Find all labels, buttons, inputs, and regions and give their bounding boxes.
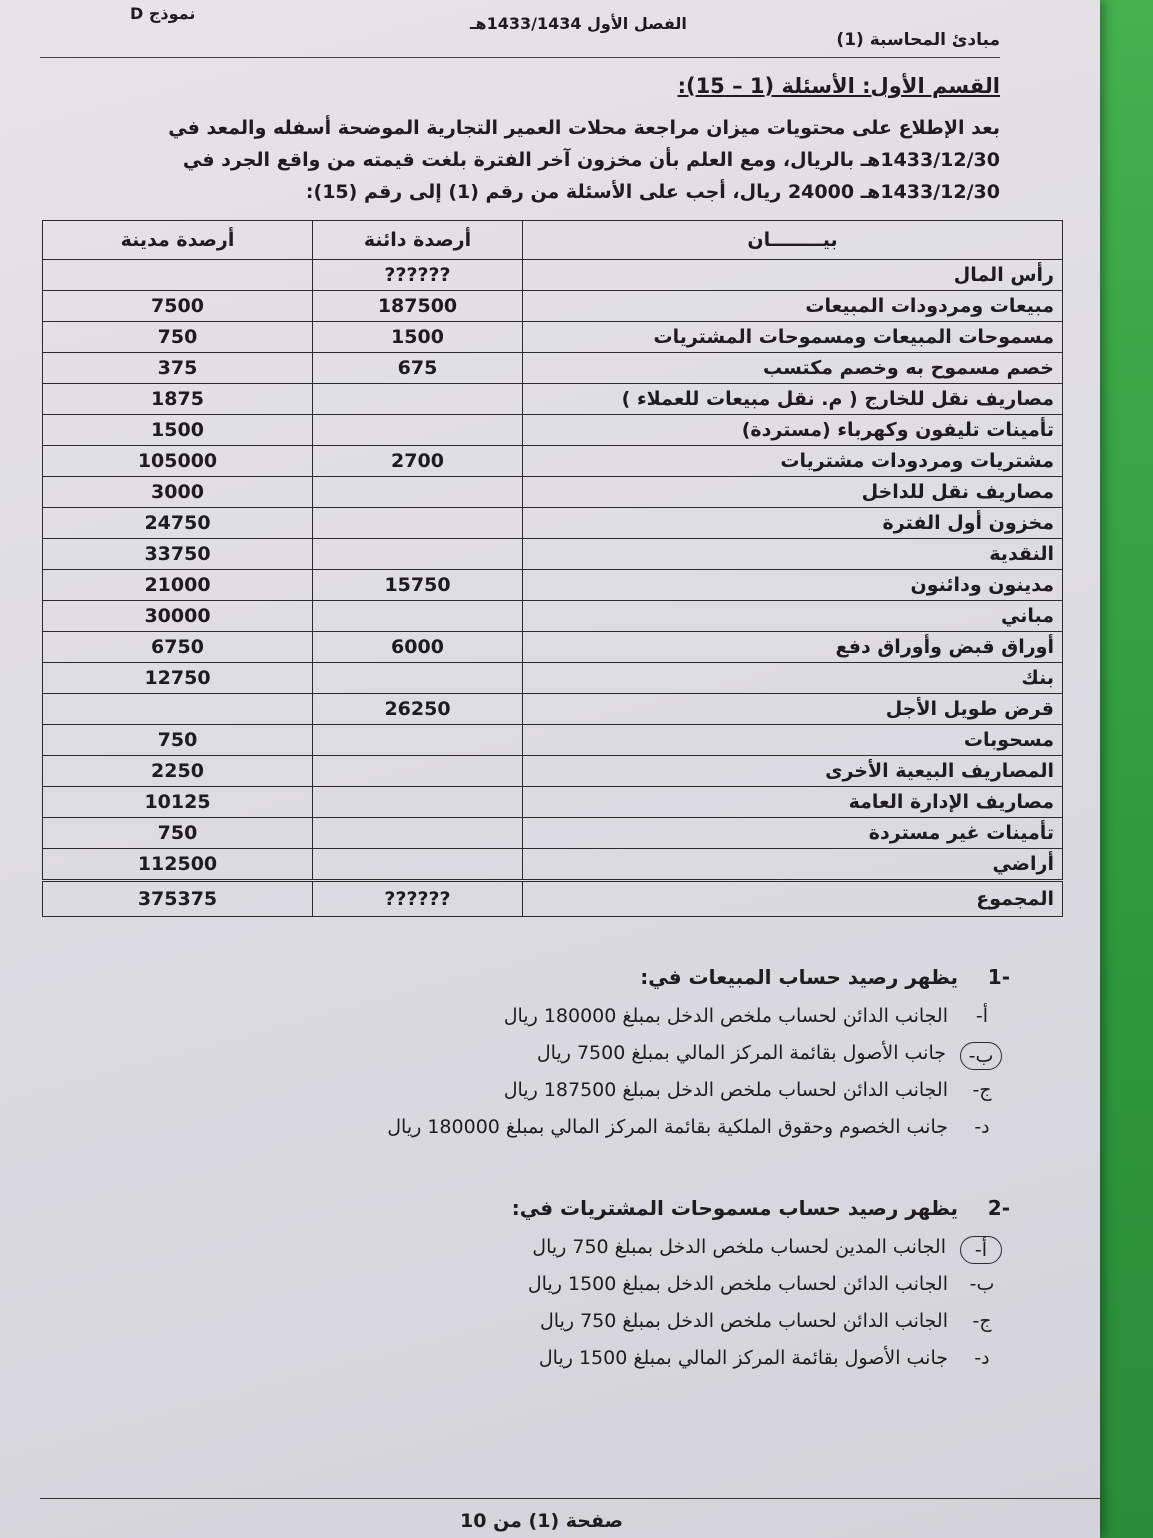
question-stem <box>110 965 1010 1005</box>
table-row <box>43 353 1063 384</box>
table-row <box>43 322 1063 353</box>
row-debit: 2250 <box>43 756 313 787</box>
header-credit: أرصدة دائنة <box>313 221 523 260</box>
option-text: جانب الأصول بقائمة المركز المالي بمبلغ 7500 ريال <box>536 1042 946 1064</box>
table-row <box>43 477 1063 508</box>
option-letter: د- <box>974 1116 990 1138</box>
intro-paragraph <box>100 112 1000 208</box>
row-credit: 26250 <box>313 694 523 725</box>
row-description: مبيعات ومردودات المبيعات <box>523 291 1063 322</box>
table-row <box>43 632 1063 663</box>
total-credit: ?????? <box>313 881 523 917</box>
row-debit: 21000 <box>43 570 313 601</box>
row-debit <box>43 694 313 725</box>
total-label: المجموع <box>523 881 1063 917</box>
intro-line: 1433/12/30هـ 24000 ريال، أجب على الأسئلة من رقم (1) إلى رقم (15): <box>305 181 1000 203</box>
row-credit <box>313 415 523 446</box>
question-text: يظهر رصيد حساب المبيعات في: <box>640 965 958 989</box>
table-row <box>43 694 1063 725</box>
row-credit <box>313 477 523 508</box>
row-debit: 3000 <box>43 477 313 508</box>
option-text: الجانب الدائن لحساب ملخص الدخل بمبلغ 187500 ريال <box>503 1079 948 1101</box>
row-credit: 1500 <box>313 322 523 353</box>
table-body <box>43 260 1063 917</box>
row-description: أراضي <box>523 849 1063 881</box>
row-credit: 15750 <box>313 570 523 601</box>
question-number: -2 <box>987 1196 1010 1220</box>
row-credit: 675 <box>313 353 523 384</box>
row-description: مخزون أول الفترة <box>523 508 1063 539</box>
option-letter: ج- <box>972 1310 992 1332</box>
table-row <box>43 725 1063 756</box>
row-credit <box>313 384 523 415</box>
intro-line: 1433/12/30هـ بالريال، ومع العلم بأن مخزون آخر الفترة بلغت قيمته من واقع الجرد في <box>182 149 1000 171</box>
row-description: بنك <box>523 663 1063 694</box>
model-label: نموذج D <box>130 4 196 23</box>
row-description: مدينون ودائنون <box>523 570 1063 601</box>
question-options <box>110 1005 1010 1153</box>
header-divider <box>40 57 1000 58</box>
option-text: الجانب الدائن لحساب ملخص الدخل بمبلغ 1500 ريال <box>527 1273 948 1295</box>
row-credit <box>313 756 523 787</box>
page-number: صفحة (1) من 10 <box>460 1510 624 1532</box>
row-credit <box>313 787 523 818</box>
table-row <box>43 508 1063 539</box>
row-description: مصاريف الإدارة العامة <box>523 787 1063 818</box>
answer-option <box>110 1236 1010 1273</box>
table-total-row <box>43 881 1063 917</box>
row-description: تأمينات غير مستردة <box>523 818 1063 849</box>
row-debit: 1875 <box>43 384 313 415</box>
question-number: -1 <box>987 965 1010 989</box>
row-credit <box>313 725 523 756</box>
row-credit <box>313 849 523 881</box>
table-row <box>43 849 1063 881</box>
row-debit: 750 <box>43 322 313 353</box>
answer-option <box>110 1116 1010 1153</box>
option-text: جانب الأصول بقائمة المركز المالي بمبلغ 1500 ريال <box>538 1347 948 1369</box>
table-row <box>43 756 1063 787</box>
row-credit: 187500 <box>313 291 523 322</box>
row-description: المصاريف البيعية الأخرى <box>523 756 1063 787</box>
row-credit: ?????? <box>313 260 523 291</box>
row-credit <box>313 663 523 694</box>
row-debit: 750 <box>43 725 313 756</box>
row-credit <box>313 539 523 570</box>
row-debit: 33750 <box>43 539 313 570</box>
row-credit <box>313 508 523 539</box>
question-1 <box>110 965 1010 1153</box>
row-credit: 6000 <box>313 632 523 663</box>
option-letter: ج- <box>972 1079 992 1101</box>
row-description: رأس المال <box>523 260 1063 291</box>
table-row <box>43 570 1063 601</box>
table-row <box>43 415 1063 446</box>
question-stem <box>110 1196 1010 1236</box>
row-debit: 10125 <box>43 787 313 818</box>
option-text: جانب الخصوم وحقوق الملكية بقائمة المركز المالي بمبلغ 180000 ريال <box>387 1116 948 1138</box>
circled-option-letter: أ- <box>960 1236 1002 1264</box>
row-debit: 105000 <box>43 446 313 477</box>
table-row <box>43 539 1063 570</box>
row-description: مسموحات المبيعات ومسموحات المشتريات <box>523 322 1063 353</box>
semester-label: الفصل الأول 1433/1434هـ <box>470 14 687 33</box>
trial-balance-table <box>42 220 1063 917</box>
row-credit <box>313 601 523 632</box>
row-description: خصم مسموح به وخصم مكتسب <box>523 353 1063 384</box>
row-debit: 30000 <box>43 601 313 632</box>
answer-option <box>110 1347 1010 1384</box>
row-debit: 24750 <box>43 508 313 539</box>
row-debit: 112500 <box>43 849 313 881</box>
table-row <box>43 291 1063 322</box>
row-description: أوراق قبض وأوراق دفع <box>523 632 1063 663</box>
row-description: مسحوبات <box>523 725 1063 756</box>
row-debit: 6750 <box>43 632 313 663</box>
row-description: النقدية <box>523 539 1063 570</box>
table-header-row <box>43 221 1063 260</box>
table-row <box>43 787 1063 818</box>
question-2 <box>110 1196 1010 1384</box>
row-debit: 375 <box>43 353 313 384</box>
option-text: الجانب الدائن لحساب ملخص الدخل بمبلغ 180000 ريال <box>503 1005 948 1027</box>
course-title: مبادئ المحاسبة (1) <box>836 30 1000 50</box>
answer-option <box>110 1005 1010 1042</box>
intro-line: بعد الإطلاع على محتويات ميزان مراجعة محلات العمير التجارية الموضحة أسفله والمعد في <box>168 117 1000 139</box>
option-letter: د- <box>974 1347 990 1369</box>
option-letter: أ- <box>975 1005 989 1027</box>
answer-option <box>110 1273 1010 1310</box>
row-description: تأمينات تليفون وكهرباء (مستردة) <box>523 415 1063 446</box>
row-credit: 2700 <box>313 446 523 477</box>
row-debit: 7500 <box>43 291 313 322</box>
footer-divider <box>40 1498 1100 1499</box>
question-options <box>110 1236 1010 1384</box>
row-debit: 12750 <box>43 663 313 694</box>
section-title: القسم الأول: الأسئلة (1 – 15): <box>677 74 1000 98</box>
row-debit: 1500 <box>43 415 313 446</box>
table-row <box>43 384 1063 415</box>
row-description: مصاريف نقل للداخل <box>523 477 1063 508</box>
row-description: مباني <box>523 601 1063 632</box>
option-letter: ب- <box>969 1273 995 1295</box>
table-row <box>43 663 1063 694</box>
option-text: الجانب المدين لحساب ملخص الدخل بمبلغ 750 ريال <box>532 1236 946 1258</box>
answer-option <box>110 1310 1010 1347</box>
header-description: بيــــــــان <box>523 221 1063 260</box>
table-row <box>43 446 1063 477</box>
answer-option <box>110 1079 1010 1116</box>
option-text: الجانب الدائن لحساب ملخص الدخل بمبلغ 750 ريال <box>539 1310 948 1332</box>
row-credit <box>313 818 523 849</box>
circled-option-letter: ب- <box>960 1042 1002 1070</box>
table-row <box>43 601 1063 632</box>
total-debit: 375375 <box>43 881 313 917</box>
row-description: قرض طويل الأجل <box>523 694 1063 725</box>
table-row <box>43 818 1063 849</box>
question-text: يظهر رصيد حساب مسموحات المشتريات في: <box>511 1196 958 1220</box>
row-debit: 750 <box>43 818 313 849</box>
answer-option <box>110 1042 1010 1079</box>
row-description: مصاريف نقل للخارج ( م. نقل مبيعات للعملاء ) <box>523 384 1063 415</box>
header-debit: أرصدة مدينة <box>43 221 313 260</box>
row-description: مشتريات ومردودات مشتريات <box>523 446 1063 477</box>
row-debit <box>43 260 313 291</box>
table-row <box>43 260 1063 291</box>
